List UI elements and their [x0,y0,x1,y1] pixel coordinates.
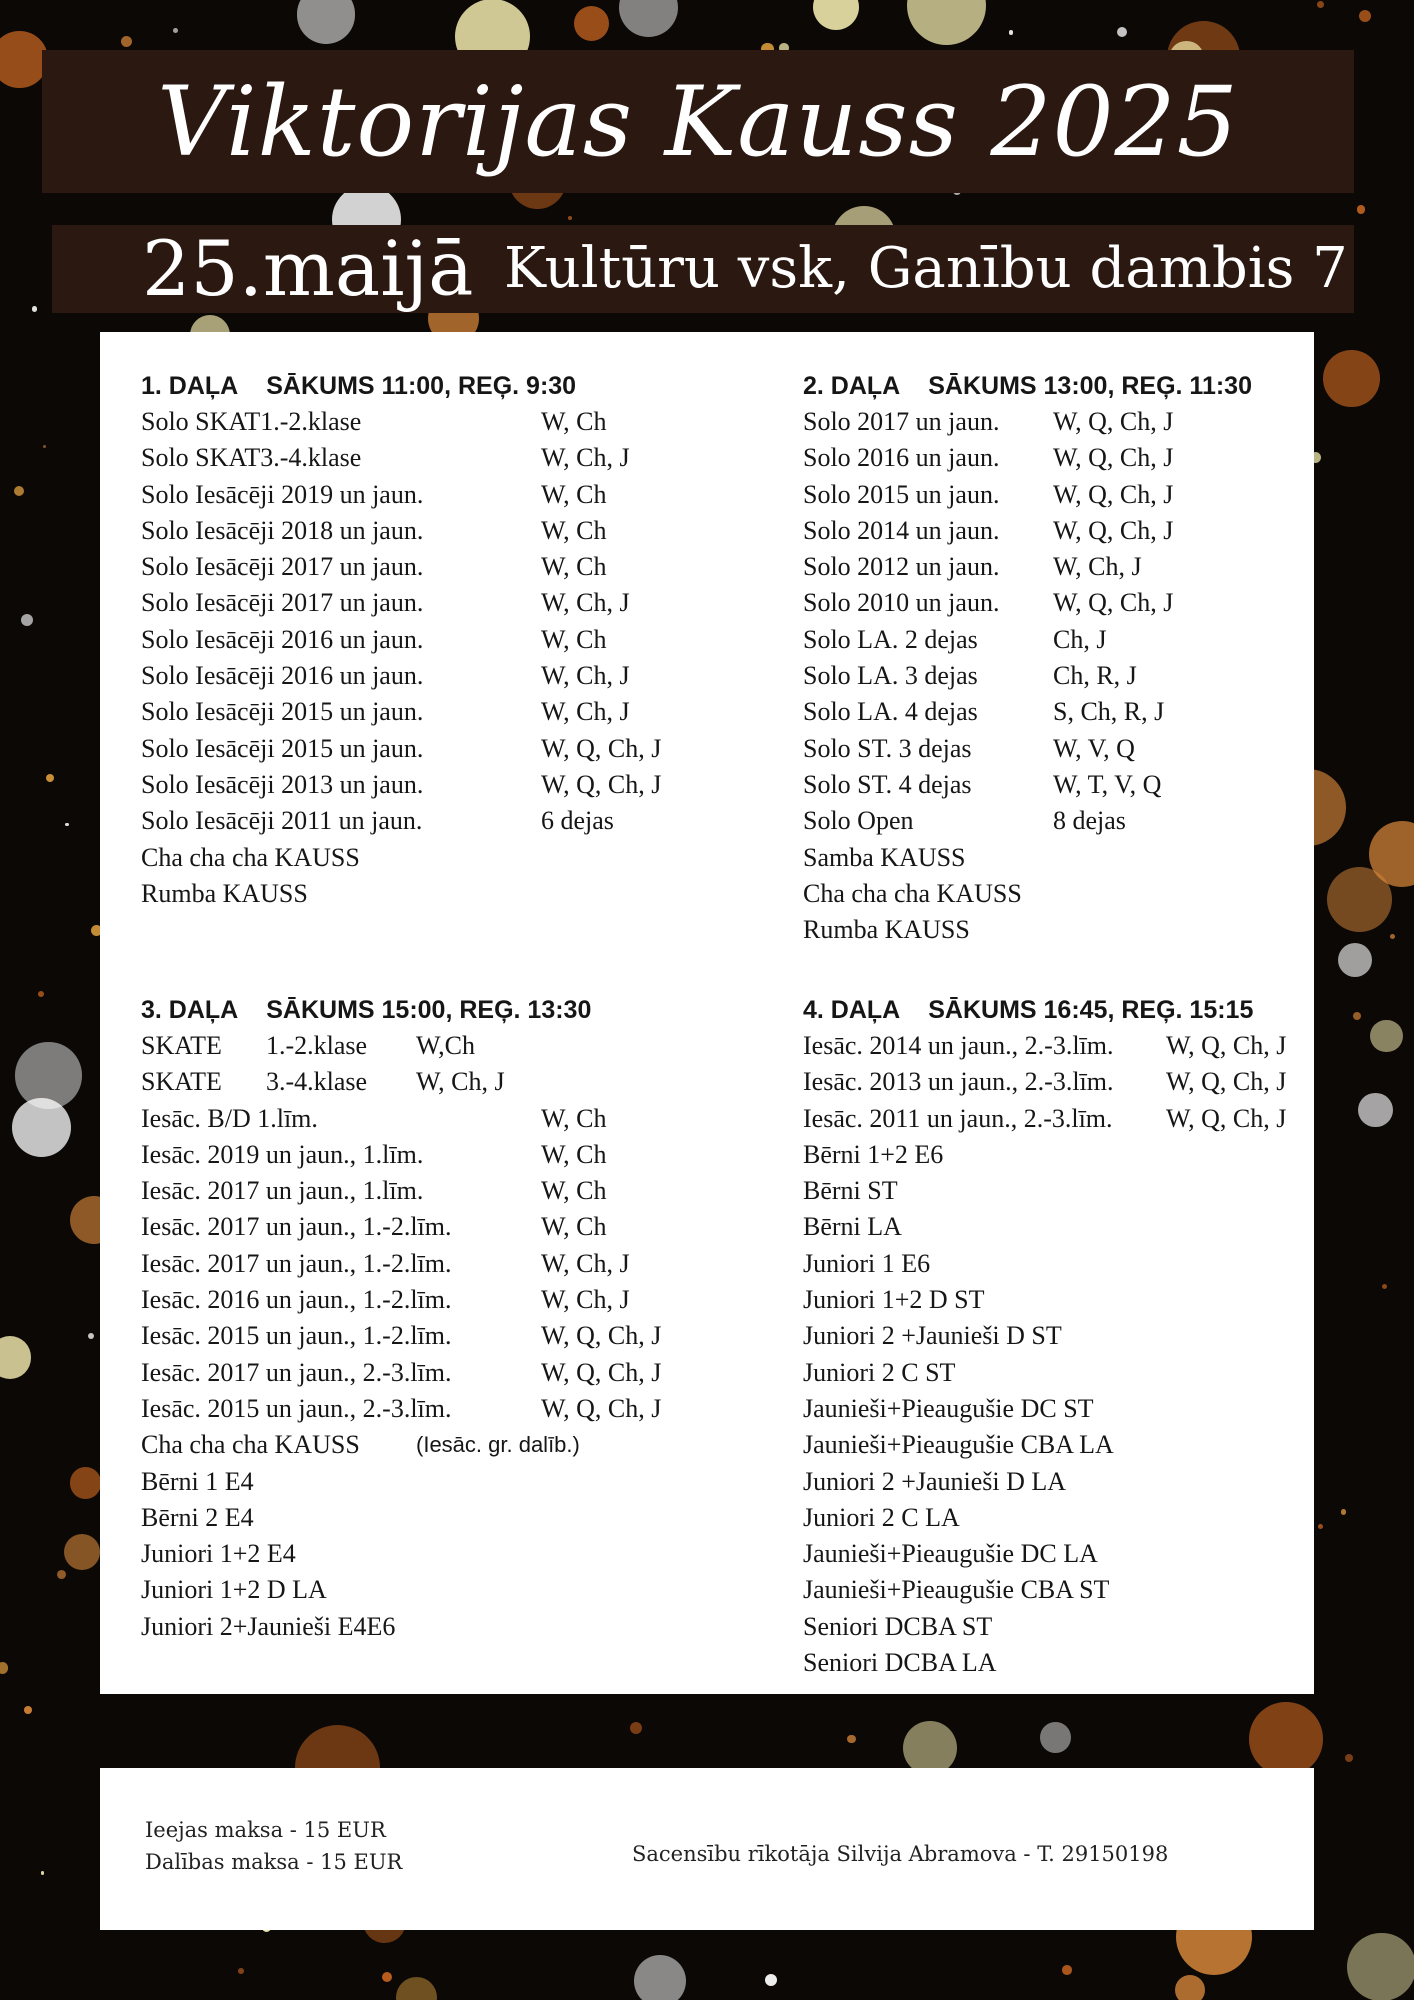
category-name: Iesāc. 2019 un jaun., 1.līm. [141,1139,424,1169]
category-name: Iesāc. 2016 un jaun., 1.-2.līm. [141,1285,452,1315]
dance-list: W, Ch, J [541,1248,630,1278]
category-name: Solo Iesācēji 2016 un jaun. [141,624,424,654]
schedule-row [141,1572,741,1608]
dance-list: Ch, R, J [1053,661,1137,691]
bokeh-dot [619,0,678,37]
category-class: 1.-2.klase [266,1031,368,1060]
category-name: Solo Iesācēji 2018 un jaun. [141,515,424,545]
schedule-row [141,1137,741,1173]
bokeh-dot [1009,30,1014,35]
schedule-row [141,1500,741,1536]
bokeh-dot [38,991,44,997]
bokeh-dot [1353,1012,1362,1021]
category-note: (Iesāc. gr. dalīb.) [416,1432,580,1458]
schedule-row [141,1355,741,1391]
participation-fee: Dalības maksa - 15 EUR [145,1850,403,1874]
schedule-row [803,731,1313,767]
category-name: Iesāc. 2014 un jaun., 2.-3.līm. [803,1031,1114,1060]
bokeh-dot [1318,1524,1323,1529]
category-name: Solo SKAT1.-2.klase [141,407,362,436]
category-name: Jaunieši+Pieaugušie CBA LA [803,1430,1114,1460]
category-name: Solo Iesācēji 2019 un jaun. [141,479,424,509]
category-name: Cha cha cha KAUSS [141,1430,360,1460]
category-name: Solo LA. 3 dejas [803,661,978,691]
schedule-row [141,1391,741,1427]
dance-list: 8 dejas [1053,806,1126,836]
category-name: Solo Iesācēji 2015 un jaun. [141,697,424,727]
schedule-row [803,840,1313,876]
schedule-row [803,585,1313,621]
schedule-row [141,440,741,476]
schedule-row [141,1609,741,1645]
category-name: Juniori 2 C ST [803,1357,956,1387]
section-part-label: 4. DAĻA [803,996,901,1024]
schedule-row [803,1246,1313,1282]
schedule-row [141,1246,741,1282]
section-header [141,368,741,404]
schedule-row [141,658,741,694]
bokeh-dot [297,0,355,44]
dance-list: W, Ch, J [541,443,630,473]
bokeh-dot [1357,205,1366,214]
dance-list: W,Ch [416,1031,475,1060]
dance-list: W, Q, Ch, J [541,733,662,763]
category-name: Jaunieši+Pieaugušie DC LA [803,1539,1098,1569]
schedule-row [141,513,741,549]
category-name: Bērni 1+2 E6 [803,1139,944,1169]
category-name: Bērni LA [803,1212,902,1242]
schedule-row [803,622,1313,658]
category-name: Solo Iesācēji 2011 un jaun. [141,806,423,836]
bokeh-dot [907,0,986,45]
bokeh-dot [32,306,38,312]
bokeh-dot [634,1955,686,2000]
bokeh-dot [70,1467,102,1499]
category-name: Samba KAUSS [803,842,966,872]
schedule-row [803,1572,1313,1608]
dance-list: 6 dejas [541,806,614,836]
category-name: Juniori 1+2 E4 [141,1539,296,1569]
section-part-1 [141,368,741,912]
schedule-row [141,1028,741,1064]
category-name: Solo 2012 un jaun. [803,552,1000,582]
category-name: Jaunieši+Pieaugušie CBA ST [803,1575,1110,1605]
schedule-row [803,912,1313,948]
date-venue-banner [52,225,1354,313]
category-name: Cha cha cha KAUSS [141,842,360,872]
organizer-contact: Sacensību rīkotāja Silvija Abramova - T. 29150198 [632,1842,1169,1866]
bokeh-dot [65,823,69,827]
section-header [803,368,1313,404]
category-name: Jaunieši+Pieaugušie DC ST [803,1393,1094,1423]
schedule-row [803,1064,1313,1100]
schedule-row [803,1391,1313,1427]
schedule-row [803,658,1313,694]
category-name: Iesāc. 2011 un jaun., 2.-3.līm. [803,1103,1113,1133]
category-name: Solo 2016 un jaun. [803,443,1000,473]
dance-list: W, Ch [541,1176,607,1206]
dance-list: W, Ch, J [416,1067,505,1097]
schedule-row [803,1028,1313,1064]
category-name: Bērni ST [803,1176,898,1206]
category-name: Iesāc. B/D 1.līm. [141,1103,318,1133]
dance-list: W, Q, Ch, J [1166,1103,1287,1133]
bokeh-dot [57,1570,66,1579]
dance-list: W, Ch [541,624,607,654]
schedule-row [803,694,1313,730]
schedule-row [803,1355,1313,1391]
bokeh-dot [813,0,859,30]
section-start-time: SĀKUMS 15:00, REĢ. 13:30 [266,996,592,1024]
schedule-row [803,1500,1313,1536]
dance-list: W, Q, Ch, J [1053,515,1174,545]
category-name: Solo Iesācēji 2017 un jaun. [141,552,424,582]
entry-fee: Ieejas maksa - 15 EUR [145,1818,386,1842]
bokeh-dot [1338,943,1372,977]
bokeh-dot [21,614,33,626]
schedule-row [803,1173,1313,1209]
bokeh-dot [46,774,54,782]
bokeh-dot [1327,867,1392,932]
category-name: Solo 2017 un jaun. [803,407,1000,436]
event-venue: Kultūru vsk, Ganību dambis 7 [504,236,1348,301]
bokeh-dot [1345,1754,1353,1762]
category-name: Bērni 2 E4 [141,1502,254,1532]
dance-list: W, Q, Ch, J [1053,479,1174,509]
category-name: Solo LA. 4 dejas [803,697,978,727]
title-banner [42,50,1354,193]
category-name: SKATE [141,1067,222,1097]
category-name: Juniori 2 +Jaunieši D LA [803,1466,1067,1496]
schedule-row [141,585,741,621]
dance-list: W, Q, Ch, J [541,1357,662,1387]
category-name: Solo 2014 un jaun. [803,515,1000,545]
schedule-row [803,1427,1313,1463]
schedule-row [803,1464,1313,1500]
schedule-row [803,1101,1313,1137]
bokeh-dot [1062,1965,1072,1975]
dance-list: W, Q, Ch, J [1053,407,1174,436]
bokeh-dot [382,1972,392,1982]
dance-list: W, T, V, Q [1053,769,1162,799]
bokeh-dot [1390,934,1395,939]
bokeh-dot [1358,1093,1393,1128]
schedule-row [141,840,741,876]
schedule-row [141,876,741,912]
bokeh-dot [1341,1509,1347,1515]
dance-list: W, Ch [541,1103,607,1133]
category-name: Iesāc. 2017 un jaun., 1.-2.līm. [141,1248,452,1278]
dance-list: W, Ch, J [541,1285,630,1315]
category-name: Solo 2010 un jaun. [803,588,1000,618]
dance-list: W, Ch [541,552,607,582]
bokeh-dot [0,31,48,88]
section-part-4 [803,992,1313,1681]
category-name: Bērni 1 E4 [141,1466,254,1496]
schedule-row [141,1282,741,1318]
schedule-row [141,1464,741,1500]
category-name: Iesāc. 2017 un jaun., 2.-3.līm. [141,1357,452,1387]
category-name: Seniori DCBA LA [803,1648,997,1678]
section-part-3 [141,992,741,1645]
section-start-time: SĀKUMS 16:45, REĢ. 15:15 [928,996,1254,1024]
bokeh-dot [0,1336,31,1378]
schedule-row [141,1536,741,1572]
category-name: Solo Iesācēji 2016 un jaun. [141,661,424,691]
bokeh-dot [64,1534,100,1570]
bokeh-dot [41,1871,44,1874]
bokeh-dot [1359,10,1371,22]
section-start-time: SĀKUMS 11:00, REĢ. 9:30 [266,372,577,400]
bokeh-dot [15,1042,81,1108]
category-name: Solo SKAT3.-4.klase [141,443,362,473]
bokeh-dot [1317,1,1324,8]
schedule-row [803,1609,1313,1645]
event-title: Viktorijas Kauss 2025 [157,65,1239,178]
category-name: Solo Iesācēji 2015 un jaun. [141,733,424,763]
bokeh-dot [1117,27,1127,37]
schedule-row [141,477,741,513]
dance-list: W, Q, Ch, J [1053,443,1174,473]
bokeh-dot [173,28,178,33]
bokeh-dot [903,1721,957,1775]
dance-list: W, Ch, J [541,661,630,691]
bokeh-dot [0,1662,8,1674]
bokeh-dot [1323,350,1380,407]
category-name: Solo 2015 un jaun. [803,479,1000,509]
bokeh-dot [1175,1975,1205,2000]
event-date: 25.maijā [142,224,474,313]
bokeh-dot [847,1735,856,1744]
schedule-row [141,767,741,803]
schedule-panel [100,332,1314,1694]
category-name: Iesāc. 2015 un jaun., 1.-2.līm. [141,1321,452,1351]
schedule-row [803,513,1313,549]
category-name: Juniori 2 +Jaunieši D ST [803,1321,1062,1351]
section-part-label: 1. DAĻA [141,372,239,400]
schedule-row [803,876,1313,912]
schedule-row [803,549,1313,585]
dance-list: W, Q, Ch, J [1053,588,1174,618]
bokeh-dot [1370,1020,1402,1052]
category-name: Rumba KAUSS [141,878,308,908]
schedule-row [803,477,1313,513]
category-name: Juniori 1+2 D ST [803,1285,985,1315]
category-name: SKATE [141,1031,222,1060]
dance-list: W, Q, Ch, J [541,1393,662,1423]
schedule-row [803,440,1313,476]
schedule-row [803,404,1313,440]
category-name: Juniori 2 C LA [803,1502,960,1532]
dance-list: W, V, Q [1053,733,1135,763]
category-class: 3.-4.klase [266,1067,368,1097]
bokeh-dot [121,36,132,47]
bokeh-dot [1347,1933,1414,2000]
category-name: Solo ST. 3 dejas [803,733,972,763]
bokeh-dot [574,6,609,41]
category-name: Juniori 1 E6 [803,1248,931,1278]
schedule-row [141,803,741,839]
category-name: Iesāc. 2017 un jaun., 1.līm. [141,1176,424,1206]
schedule-row [141,1318,741,1354]
bokeh-dot [14,486,24,496]
schedule-row [141,1427,741,1463]
category-name: Solo Iesācēji 2013 un jaun. [141,769,424,799]
bokeh-dot [396,1977,437,2000]
dance-list: W, Ch, J [1053,552,1142,582]
section-part-2 [803,368,1313,948]
dance-list: W, Ch [541,515,607,545]
bokeh-dot [43,445,47,449]
category-name: Solo LA. 2 dejas [803,624,978,654]
bokeh-dot [238,1968,244,1974]
section-start-time: SĀKUMS 13:00, REĢ. 11:30 [928,372,1252,400]
category-name: Iesāc. 2013 un jaun., 2.-3.līm. [803,1067,1114,1097]
schedule-row [141,694,741,730]
schedule-row [141,1101,741,1137]
category-name: Juniori 2+Jaunieši E4E6 [141,1611,396,1641]
bokeh-dot [88,1333,94,1339]
dance-list: Ch, J [1053,624,1107,654]
section-header [141,992,741,1028]
schedule-row [141,404,741,440]
category-name: Rumba KAUSS [803,915,970,945]
schedule-row [803,803,1313,839]
dance-list: W, Ch, J [541,588,630,618]
dance-list: W, Ch [541,1139,607,1169]
bokeh-dot [24,1706,32,1714]
schedule-row [803,1209,1313,1245]
footer-panel [100,1768,1314,1930]
bokeh-dot [1249,1702,1323,1776]
bokeh-dot [765,1974,777,1986]
dance-list: W, Ch, J [541,697,630,727]
category-name: Solo Open [803,806,914,836]
bokeh-dot [568,216,572,220]
schedule-row [803,767,1313,803]
category-name: Seniori DCBA ST [803,1611,993,1641]
schedule-row [803,1645,1313,1681]
category-name: Solo Iesācēji 2017 un jaun. [141,588,424,618]
category-name: Solo ST. 4 dejas [803,769,972,799]
section-header [803,992,1313,1028]
category-name: Cha cha cha KAUSS [803,878,1022,908]
schedule-row [141,1064,741,1100]
dance-list: W, Q, Ch, J [1166,1067,1287,1097]
category-name: Juniori 1+2 D LA [141,1575,327,1605]
dance-list: W, Ch [541,479,607,509]
dance-list: W, Q, Ch, J [1166,1031,1287,1060]
schedule-row [803,1536,1313,1572]
bokeh-dot [630,1722,642,1734]
schedule-row [141,549,741,585]
schedule-row [141,731,741,767]
schedule-row [803,1282,1313,1318]
section-part-label: 3. DAĻA [141,996,239,1024]
schedule-row [141,1209,741,1245]
schedule-row [803,1137,1313,1173]
schedule-row [141,1173,741,1209]
schedule-row [141,622,741,658]
schedule-row [803,1318,1313,1354]
bokeh-dot [1382,1284,1387,1289]
dance-list: S, Ch, R, J [1053,697,1165,727]
category-name: Iesāc. 2017 un jaun., 1.-2.līm. [141,1212,452,1242]
section-part-label: 2. DAĻA [803,372,901,400]
dance-list: W, Ch [541,407,607,436]
bokeh-dot [1040,1722,1071,1753]
category-name: Iesāc. 2015 un jaun., 2.-3.līm. [141,1393,452,1423]
dance-list: W, Ch [541,1212,607,1242]
dance-list: W, Q, Ch, J [541,769,662,799]
dance-list: W, Q, Ch, J [541,1321,662,1351]
